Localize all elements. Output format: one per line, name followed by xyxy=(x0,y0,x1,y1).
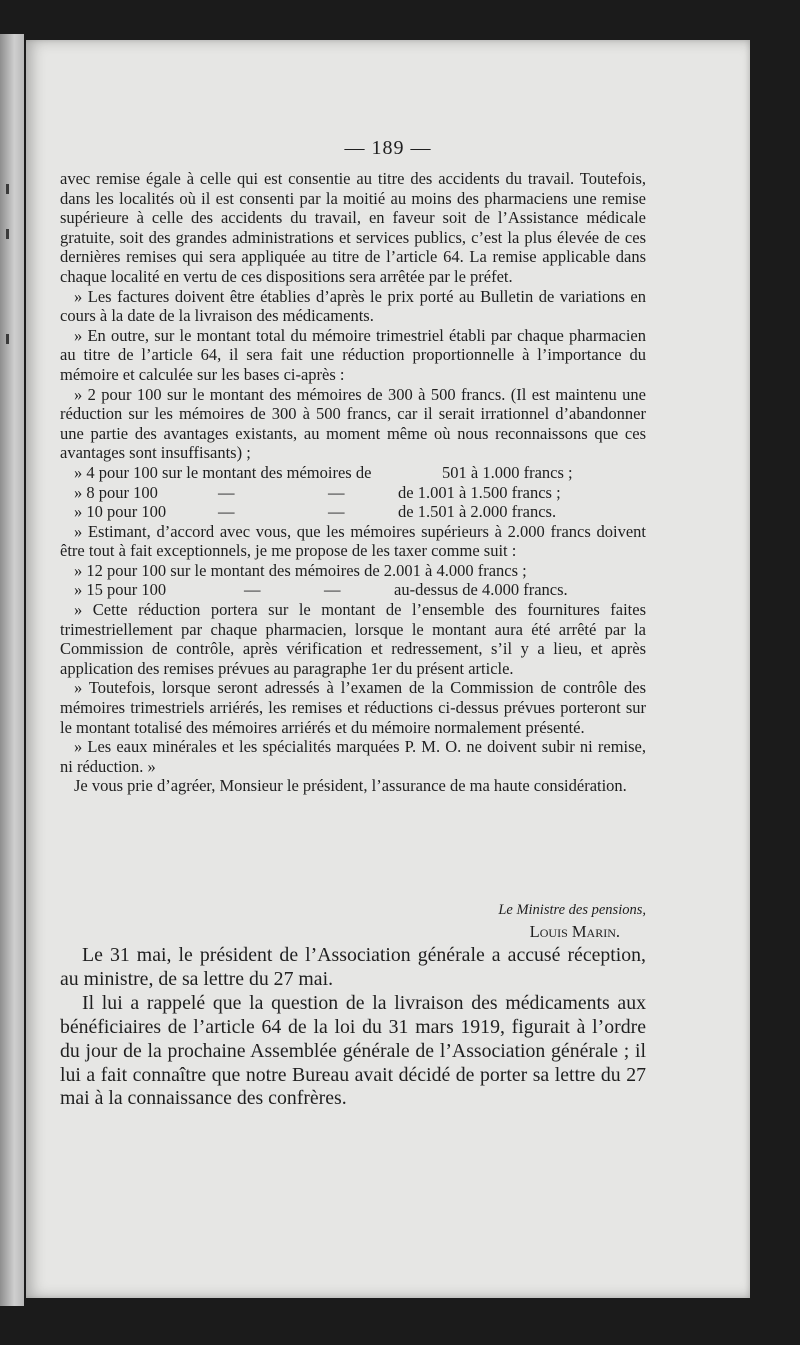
rate-row xyxy=(60,580,646,600)
paragraph: » 2 pour 100 sur le montant des mémoires de 300 à 500 francs. (Il est maintenu une réduction sur les mémoires de 300 à 500 francs, car il serait irrationnel d’abandonner une partie des avantages existants, au moment même où nous reconnaissons que ces avantages sont insuffisants) ; xyxy=(60,384,646,463)
paragraph: » En outre, sur le montant total du mémoire trimestriel établi par chaque pharmacien au titre de l’article 64, il sera fait une réduction proportionnelle à l’importance du mémoire et calculée sur les bases ci-après : xyxy=(60,325,646,384)
rate-row xyxy=(60,561,646,581)
page-number: — 189 — xyxy=(344,137,432,159)
paragraph: » Cette réduction portera sur le montant de l’ensemble des fournitures faites trimestriellement par chaque pharmacien, lorsque le montant aura été arrêté par la Commission de contrôle, après vérification et redressement, s’il y a lieu, et après application des remises prévues au paragraphe 1er du présent article. xyxy=(60,600,646,678)
signatory-title: Le Ministre des pensions, xyxy=(498,902,646,918)
paragraph: avec remise égale à celle qui est consentie au titre des accidents du travail. Toutefois, dans les localités où il est consenti par la moitié au moins des pharmaciens une remise supérieure à celle des accidents du travail, en faveur soit de l’Assistance médicale gratuite, soit des grandes administrations et services publics, c’est la plus élevée de ces dernières remises qui sera appliquée au titre de l’article 64. La remise applicable dans chaque localité en vertu de ces dispositions sera arrêtée par le préfet. xyxy=(60,169,646,286)
rate-range: de 1.001 à 1.500 francs ; xyxy=(398,482,561,502)
edge-mark xyxy=(6,184,9,194)
paragraph: Il lui a rappelé que la question de la livraison des médicaments aux bénéficiaires de l’article 64 de la loi du 31 mars 1919, figurait à l’ordre du jour de la prochaine Assemblée générale de l’Association générale ; il lui a fait connaître que notre Bureau avait décidé de porter sa lettre du 27 mai à la connaissance des confrères. xyxy=(60,991,646,1110)
rate-label: » 15 pour 100 xyxy=(74,580,167,600)
rate-row xyxy=(60,483,646,503)
narrative-text xyxy=(60,944,646,1111)
rate-label: » 10 pour 100 xyxy=(74,502,167,522)
rate-range: 501 à 1.000 francs ; xyxy=(442,462,573,482)
edge-mark xyxy=(6,229,9,239)
edge-mark xyxy=(6,334,9,344)
ditto-dash: — xyxy=(324,580,341,600)
ditto-dash: — xyxy=(218,502,235,522)
rate-row xyxy=(60,463,646,483)
ditto-dash: — xyxy=(328,502,345,522)
paragraph: Le 31 mai, le président de l’Association générale a accusé réception, au ministre, de sa lettre du 27 mai. xyxy=(60,944,646,990)
rate-row xyxy=(60,502,646,522)
rate-range: de 1.501 à 2.000 francs. xyxy=(398,502,557,522)
rate-range: au-dessus de 4.000 francs. xyxy=(394,580,568,600)
rate-label: » 4 pour 100 sur le montant des mémoires de xyxy=(74,462,372,482)
signatory-name: Louis Marin. xyxy=(529,922,620,941)
closing-paragraph: Je vous prie d’agréer, Monsieur le président, l’assurance de ma haute considération. xyxy=(74,776,627,796)
paragraph: » Toutefois, lorsque seront adressés à l’examen de la Commission de contrôle des mémoires trimestriels arriérés, les remises et réductions ci-dessus prévues porteront sur le montant totalisé des mémoires arriérés et du mémoire normalement présenté. xyxy=(60,678,646,737)
paragraph: » Les factures doivent être établies d’après le prix porté au Bulletin de variations en cours à la date de la livraison des médicaments. xyxy=(60,286,646,326)
ditto-dash: — xyxy=(328,482,345,502)
paragraph: » Estimant, d’accord avec vous, que les mémoires supérieurs à 2.000 francs doivent être tout à fait exceptionnels, je me propose de les taxer comme suit : xyxy=(60,521,646,561)
ditto-dash: — xyxy=(218,482,235,502)
letter-body xyxy=(60,169,646,796)
rate-label: » 8 pour 100 xyxy=(74,482,158,502)
paragraph: » Les eaux minérales et les spécialités marquées P. M. O. ne doivent subir ni remise, ni réduction. » xyxy=(60,737,646,776)
facing-page-edge xyxy=(0,34,24,1306)
ditto-dash: — xyxy=(244,580,261,600)
rate-label: » 12 pour 100 sur le montant des mémoires de 2.001 à 4.000 francs ; xyxy=(74,560,527,580)
signature-block xyxy=(60,900,658,942)
